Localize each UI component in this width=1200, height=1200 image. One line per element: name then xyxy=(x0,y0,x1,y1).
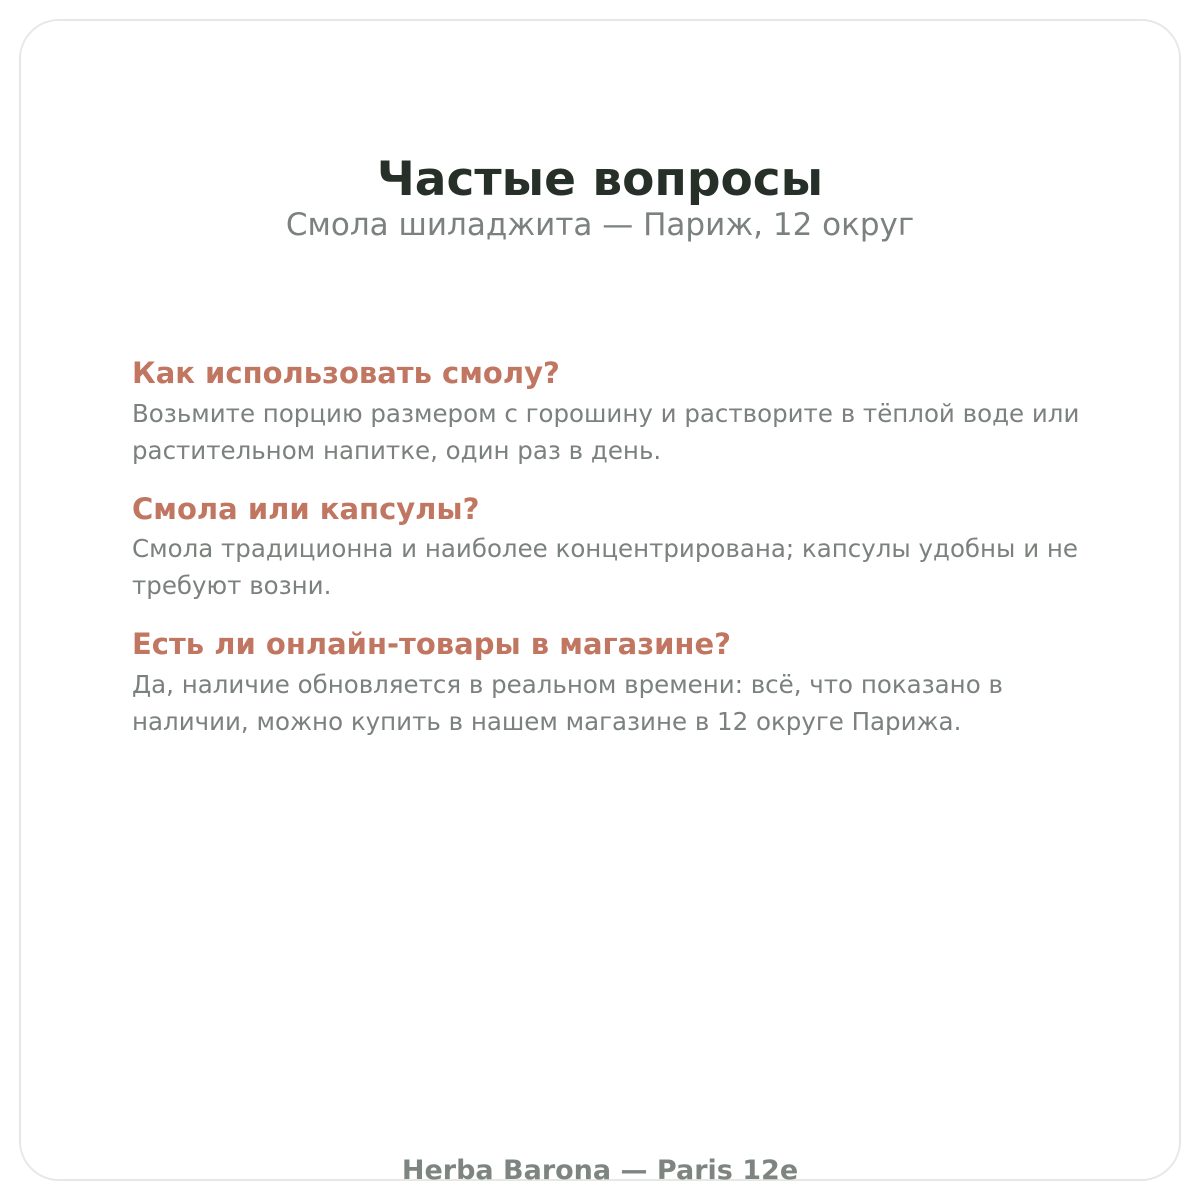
faq-answer: Да, наличие обновляется в реальном времени: всё, что показано в наличии, можно купить в нашем магазине в 12 округе Парижа. xyxy=(132,670,1003,737)
faq-question: Как использовать смолу? xyxy=(132,356,560,390)
faq-answer: Возьмите порцию размером с горошину и растворите в тёплой воде или растительном напитке, один раз в день. xyxy=(132,398,1080,465)
faq-card xyxy=(19,19,1181,1186)
faq-question: Смола или капсулы? xyxy=(132,491,480,526)
faq-list xyxy=(132,355,1092,762)
footer-brand: Herba Barona — Paris 12e xyxy=(401,1155,799,1186)
faq-answer: Смола традиционна и наиболее концентрирована; капсулы удобны и не требуют возни. xyxy=(132,534,1078,601)
page-subtitle: Смола шиладжита — Париж, 12 округ xyxy=(285,207,915,243)
page-title: Частые вопросы xyxy=(376,152,824,208)
faq-question: Есть ли онлайн-товары в магазине? xyxy=(132,627,731,662)
faq-item xyxy=(132,491,1092,605)
faq-item xyxy=(132,626,1092,740)
faq-item xyxy=(132,355,1092,469)
